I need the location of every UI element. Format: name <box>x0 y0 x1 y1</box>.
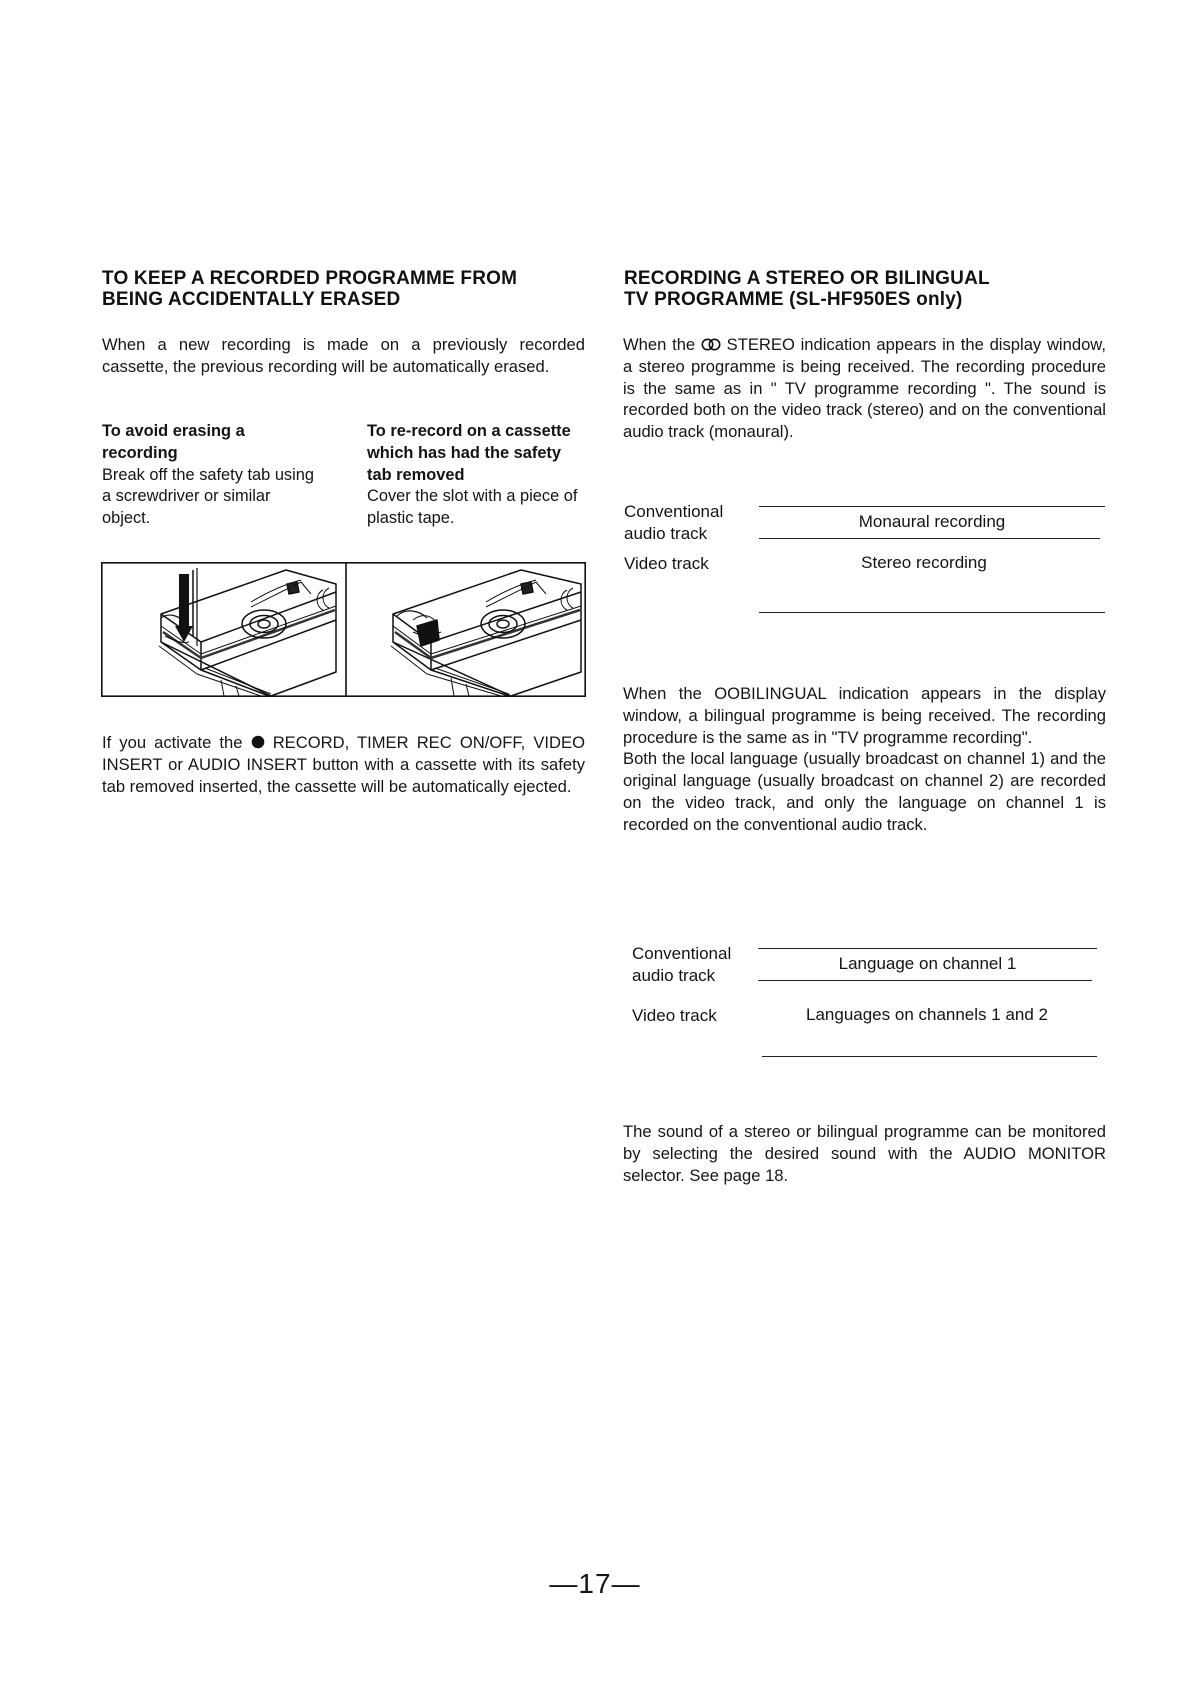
bilingual-conventional-line2: audio track <box>632 966 716 985</box>
page-number: —17— <box>549 1568 641 1599</box>
rerecord-body: Cover the slot with a piece of plastic tape. <box>367 487 578 528</box>
stereo-conventional-value: Monaural recording <box>858 512 1006 531</box>
left-warning-lead: If you activate the <box>102 733 243 752</box>
bilingual-paragraph-1: When the OOBILINGUAL indication appears in the display window, a bilingual programme is being received. The recording procedure is the same as in "TV programme recording". <box>623 684 1106 747</box>
record-dot-icon <box>251 735 265 749</box>
stereo-intro <box>623 334 1106 443</box>
stereo-intro-lead: When the <box>623 335 696 354</box>
rerecord-title: To re-record on a cassette which has had the safety tab removed <box>367 422 571 484</box>
stereo-rule-top <box>759 506 1105 507</box>
bilingual-track-table <box>632 942 1102 1060</box>
left-intro: When a new recording is made on a previously recorded cassette, the previous recording will be automatically erased. <box>102 335 585 376</box>
cassette-left-panel <box>159 568 336 696</box>
stereo-conventional-line1: Conventional <box>624 502 724 521</box>
bilingual-conventional-value: Language on channel 1 <box>838 954 1017 973</box>
bilingual-conventional-label <box>632 943 731 987</box>
bilingual-text <box>623 683 1106 836</box>
right-heading-line2: TV PROGRAMME (SL-HF950ES only) <box>624 289 963 310</box>
stereo-conventional-label <box>624 501 723 545</box>
left-warning-rest: RECORD, TIMER REC ON/OFF, VIDEO INSERT or AUDIO INSERT button with a cassette with its safety tab removed inserted, the cassette will be automatically ejected. <box>102 733 585 796</box>
cassette-illustration-drawing <box>101 562 586 697</box>
avoid-erasing-title: To avoid erasing a recording <box>102 422 245 462</box>
avoid-erasing-block <box>102 421 322 530</box>
stereo-intro-rest: STEREO indication appears in the display window, a stereo programme is being received. The recording procedure is the same as in " TV programme recording ". The sound is recorded both on the video track (stereo) and on the conventional audio track (monaural). <box>623 335 1106 442</box>
stereo-symbol-icon <box>701 338 721 351</box>
bilingual-conventional-line1: Conventional <box>632 944 732 963</box>
bilingual-video-value: Languages on channels 1 and 2 <box>806 1005 1048 1024</box>
left-warning <box>102 732 585 797</box>
bilingual-video-label: Video track <box>632 1006 717 1025</box>
bilingual-rule-top <box>758 948 1097 949</box>
bilingual-paragraph-2: Both the local language (usually broadcast on channel 1) and the original language (usually broadcast on channel 2) are recorded on the video track, and only the language on channel 1 is recorded on the conventional audio track. <box>623 749 1106 834</box>
stereo-video-label: Video track <box>624 554 709 573</box>
monitor-note: The sound of a stereo or bilingual programme can be monitored by selecting the desired sound with the AUDIO MONITOR selector. See page 18. <box>623 1122 1106 1185</box>
bilingual-rule-bottom <box>762 1056 1097 1057</box>
stereo-video-value: Stereo recording <box>861 553 987 572</box>
cassette-right-panel <box>391 570 581 696</box>
right-heading <box>624 268 1104 310</box>
stereo-conventional-line2: audio track <box>624 524 708 543</box>
left-heading-line1: TO KEEP A RECORDED PROGRAMME FROM <box>102 268 518 289</box>
bilingual-rule-middle <box>758 980 1092 981</box>
rerecord-block <box>367 421 587 530</box>
avoid-erasing-body: Break off the safety tab using a screwdriver or similar object. <box>102 465 314 528</box>
right-heading-line1: RECORDING A STEREO OR BILINGUAL <box>624 268 990 289</box>
left-heading-line2: BEING ACCIDENTALLY ERASED <box>102 289 401 310</box>
stereo-track-table <box>623 500 1107 618</box>
left-heading <box>102 268 602 310</box>
stereo-rule-bottom <box>759 612 1105 613</box>
cassette-illustration <box>101 562 586 697</box>
stereo-rule-middle <box>759 538 1100 539</box>
